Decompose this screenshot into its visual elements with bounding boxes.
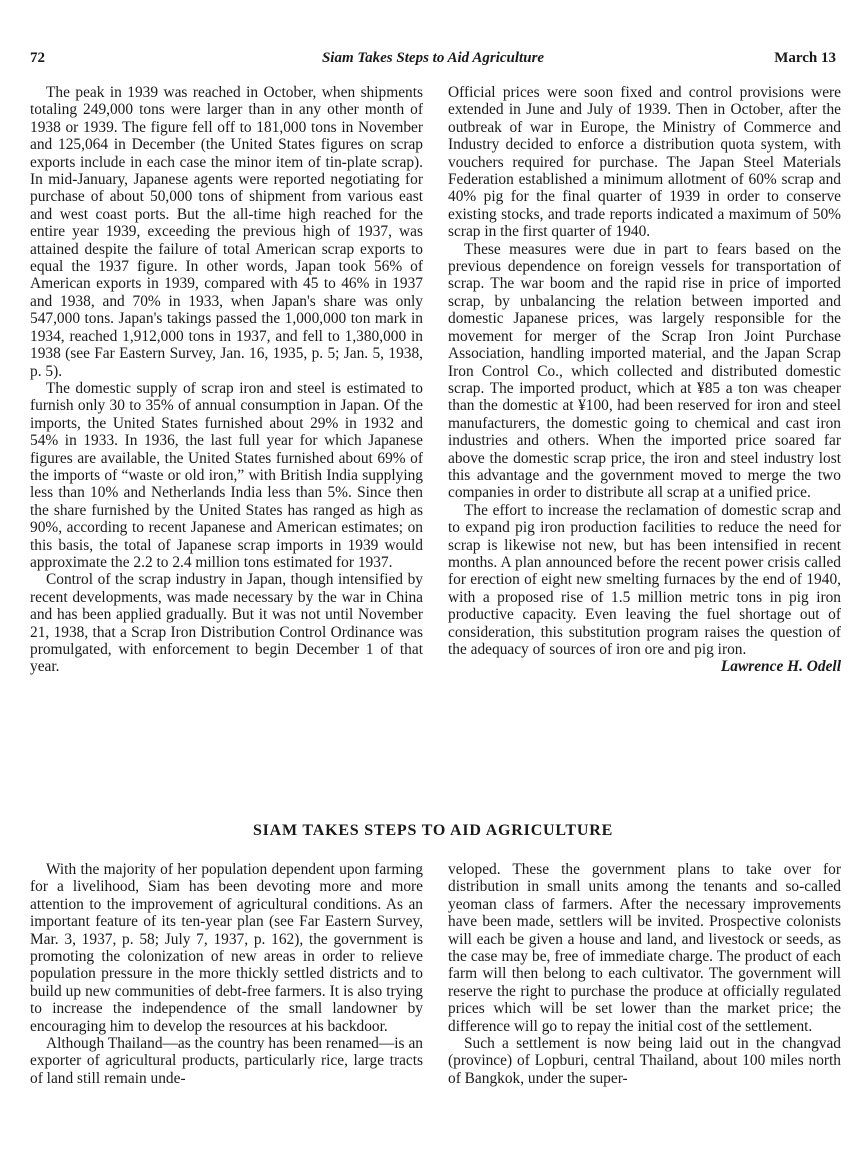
- paragraph: Official prices were soon fixed and control provisions were extended in June and July of 1939. Then in October, after the outbreak of war in Europe, the Ministry of Commerce and Industry decided to enforce a distribution quota system, with vouchers required for purchase. The Japan Steel Materials Federation established a minimum allotment of 60% scrap and 40% pig for the final quarter of 1939 in order to conserve existing stocks, and trade reports indicated a maximum of 50% scrap in the first quarter of 1940.: [448, 84, 841, 241]
- page-number: 72: [30, 50, 45, 66]
- running-title: Siam Takes Steps to Aid Agriculture: [321, 50, 545, 66]
- paragraph-text: The effort to increase the reclamation of domestic scrap and to expand pig iron production facilities to reduce the need for scrap is likewise not new, but has been intensified in recent months. A plan announced before the recent power crisis called for erection of eight new smelting furnaces by the end of 1940, with a proposed rise of 1.5 million metric tons in pig iron productive capacity. Even leaving the fuel shortage out of consideration, this substitution program raises the question of the adequacy of sources of iron ore and pig iron.: [448, 501, 841, 658]
- issue-date: March 13: [774, 50, 836, 66]
- paragraph: With the majority of her population dependent upon farming for a livelihood, Siam has been devoting more and more attention to the improvement of agricultural conditions. As an important feature of its ten-year plan (see Far Eastern Survey, Mar. 3, 1937, p. 58; July 7, 1937, p. 162), the government is promoting the colonization of new areas in order to relieve population pressure in the more thickly settled districts and to build up new communities of debt-free farmers. It is also trying to increase the independence of the small landowner by encouraging him to develop the resources at his backdoor.: [30, 861, 423, 1035]
- scrap-article-right-column: [448, 84, 841, 676]
- author-signature: Lawrence H. Odell: [720, 658, 841, 676]
- paragraph: The peak in 1939 was reached in October, when shipments totaling 249,000 tons were larger than in any other month of 1938 or 1939. The figure fell off to 181,000 tons in November and 125,064 in December (the United States figures on scrap exports include in each case the minor item of tin-plate scrap). In mid-January, Japanese agents were reported negotiating for purchase of about 50,000 tons of shipment from various east and west coast ports. But the all-time high reached for the entire year 1939, exceeding the previous high of 1937, was attained despite the failure of total American scrap exports to equal the 1937 figure. In other words, Japan took 56% of American exports in 1939, compared with 45 to 46% in 1937 and 1938, and 70% in 1933, when Japan's share was only 547,000 tons. Japan's takings passed the 1,000,000 ton mark in 1934, reached 1,912,000 tons in 1937, and fell to 1,380,000 in 1938 (see Far Eastern Survey, Jan. 16, 1935, p. 5; Jan. 5, 1938, p. 5).: [30, 84, 423, 380]
- running-header: [30, 50, 836, 72]
- scrap-article-left-column: [30, 84, 423, 676]
- paragraph: Control of the scrap industry in Japan, though intensified by recent developments, was made necessary by the war in China and has been applied gradually. But it was not until November 21, 1938, that a Scrap Iron Distribution Control Ordinance was promulgated, with enforcement to begin December 1 of that year.: [30, 571, 423, 676]
- article-title: SIAM TAKES STEPS TO AID AGRICULTURE: [252, 822, 614, 839]
- paragraph: The domestic supply of scrap iron and steel is estimated to furnish only 30 to 35% of annual consumption in Japan. Of the imports, the United States furnished about 29% in 1932 and 54% in 1933. In 1936, the last full year for which Japanese figures are available, the United States furnished about 69% of the imports of “waste or old iron,” with British India supplying less than 10% and Netherlands India less than 5%. Since then the share furnished by the United States has ranged as high as 90%, according to recent Japanese and American estimates; on this basis, the total of Japanese scrap imports in 1939 would approximate the 2.2 to 2.4 million tons estimated for 1937.: [30, 379, 423, 571]
- paragraph: veloped. These the government plans to take over for distribution in small units among the tenants and so-called yeoman class of farmers. After the necessary improvements have been made, settlers will be invited. Prospective colonists will each be given a house and land, and livestock or seeds, as the case may be, free of immediate charge. The product of each farm will then belong to each cultivator. The government will reserve the right to purchase the produce at officially regulated prices which will be set lower than the market price; the difference will go to repay the initial cost of the settlement.: [448, 861, 841, 1035]
- paragraph: Although Thailand—as the country has been renamed—is an exporter of agricultural products, particularly rice, large tracts of land still remain unde-: [30, 1035, 423, 1087]
- paragraph: These measures were due in part to fears based on the previous dependence on foreign vessels for transportation of scrap. The war boom and the rapid rise in price of imported scrap, by unbalancing the relation between imported and domestic Japanese prices, was largely responsible for the movement for merger of the Scrap Iron Joint Purchase Association, handling imported material, and the Japan Scrap Iron Control Co., which collected and distributed domestic scrap. The imported product, which at ¥85 a ton was cheaper than the domestic at ¥100, had been reserved for iron and steel manufacturers, the domestic going to chemical and cast iron industries and others. When the imported price soared far above the domestic scrap price, the iron and steel industry lost this advantage and the government moved to merge the two companies in order to distribute all scrap at a unified price.: [448, 240, 841, 502]
- siam-article-right-column: [448, 861, 841, 1087]
- paragraph: Such a settlement is now being laid out in the changvad (province) of Lopburi, central Thailand, about 100 miles north of Bangkok, under the super-: [448, 1035, 841, 1087]
- last-paragraph: [448, 501, 841, 676]
- siam-article-left-column: [30, 861, 423, 1087]
